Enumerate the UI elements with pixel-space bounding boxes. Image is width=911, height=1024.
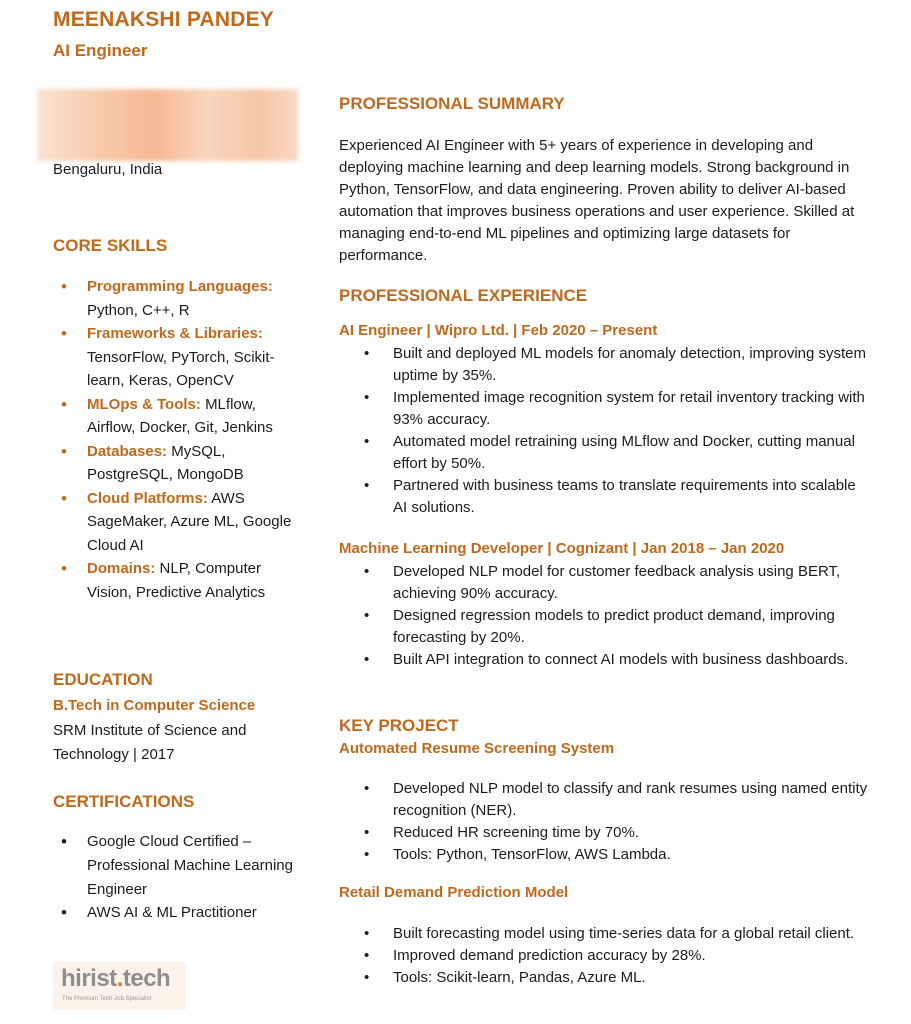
- project-bullets: [339, 778, 869, 866]
- project-bullet: • Built forecasting model using time-series data for a global retail client.: [339, 923, 869, 945]
- key-project-heading: KEY PROJECT: [339, 716, 459, 735]
- skill-item: [53, 557, 303, 604]
- skill-label: Frameworks & Libraries:: [87, 325, 263, 342]
- job-bullet: • Built and deployed ML models for anomaly detection, improving system uptime by 35%.: [339, 343, 869, 387]
- candidate-name: MEENAKSHI PANDEY: [53, 8, 275, 31]
- skill-value: AWS SageMaker, Azure ML, Google Cloud AI: [87, 489, 292, 554]
- skill-value: NLP, Computer Vision, Predictive Analytics: [87, 560, 266, 601]
- experience-heading: PROFESSIONAL EXPERIENCE: [339, 286, 588, 305]
- skill-value: MLflow, Airflow, Docker, Git, Jenkins: [87, 395, 273, 436]
- job-bullet: • Developed NLP model for customer feedback analysis using BERT, achieving 90% accuracy.: [339, 561, 869, 605]
- certification-item: • Google Cloud Certified – Professional Machine Learning Engineer: [53, 830, 293, 901]
- skill-value: Python, C++, R: [87, 301, 190, 319]
- project-bullets: [339, 923, 869, 989]
- job-bullet: • Designed regression models to predict product demand, improving forecasting by 20%.: [339, 605, 869, 649]
- skill-label: Domains:: [87, 560, 156, 577]
- skill-value: TensorFlow, PyTorch, Scikit-learn, Keras, OpenCV: [87, 348, 275, 389]
- job-title: Machine Learning Developer | Cognizant | Jan 2018 – Jan 2020: [339, 540, 785, 557]
- skill-label: Programming Languages:: [87, 278, 273, 295]
- education-institution: SRM Institute of Science and Technology | 2017: [53, 722, 247, 763]
- certifications-heading: CERTIFICATIONS: [53, 792, 195, 811]
- job-bullet: • Built API integration to connect AI models with business dashboards.: [339, 649, 869, 671]
- skill-label: MLOps & Tools:: [87, 395, 201, 413]
- project-bullet: • Tools: Python, TensorFlow, AWS Lambda.: [339, 844, 869, 866]
- candidate-role: AI Engineer: [53, 41, 148, 60]
- skill-label: Databases:: [87, 442, 168, 460]
- project-title: Retail Demand Prediction Model: [339, 884, 569, 901]
- job-bullet: • Partnered with business teams to translate requirements into scalable AI solutions.: [339, 475, 869, 519]
- skill-item: [53, 322, 303, 393]
- certifications-list: [53, 830, 293, 925]
- education-heading: EDUCATION: [53, 670, 153, 689]
- project-bullet: • Developed NLP model to classify and rank resumes using named entity recognition (NER).: [339, 778, 869, 822]
- location: Bengaluru, India: [53, 161, 163, 178]
- skill-item: [53, 487, 303, 558]
- logo-wordmark: hirist.tech: [61, 965, 171, 992]
- skill-item: [53, 275, 303, 322]
- core-skills-heading: CORE SKILLS: [53, 236, 168, 255]
- project-bullet: • Reduced HR screening time by 70%.: [339, 822, 869, 844]
- skill-value: MySQL, PostgreSQL, MongoDB: [87, 442, 244, 483]
- job-bullets: [339, 343, 869, 519]
- certification-item: • AWS AI & ML Practitioner: [53, 901, 293, 925]
- job-title: AI Engineer | Wipro Ltd. | Feb 2020 – Present: [339, 322, 658, 339]
- project-title: Automated Resume Screening System: [339, 740, 615, 757]
- core-skills-list: [53, 275, 303, 604]
- job-bullets: [339, 561, 869, 671]
- project-bullet: • Tools: Scikit-learn, Pandas, Azure ML.: [339, 967, 869, 989]
- education-degree: B.Tech in Computer Science: [53, 697, 256, 714]
- summary-text: Experienced AI Engineer with 5+ years of experience in developing and deploying machine learning and deep learning models. Strong background in Python, TensorFlow, and data engineering. Proven ability to deliver AI-based automation that improves business operations and user experience. Skilled at managing end-to-end ML pipelines and optimizing large datasets for performance.: [339, 137, 855, 264]
- job-bullet: • Automated model retraining using MLflow and Docker, cutting manual effort by 50%.: [339, 431, 869, 475]
- logo-tagline: The Premium Tech-Job Specialist: [62, 996, 152, 1002]
- project-bullet: • Improved demand prediction accuracy by 28%.: [339, 945, 869, 967]
- skill-item: [53, 393, 303, 440]
- skill-label: Cloud Platforms:: [87, 489, 208, 507]
- hirist-tech-logo: [53, 962, 186, 1010]
- redacted-contact-block: [37, 89, 298, 161]
- job-bullet: • Implemented image recognition system for retail inventory tracking with 93% accuracy.: [339, 387, 869, 431]
- summary-heading: PROFESSIONAL SUMMARY: [339, 94, 565, 113]
- skill-item: [53, 440, 303, 487]
